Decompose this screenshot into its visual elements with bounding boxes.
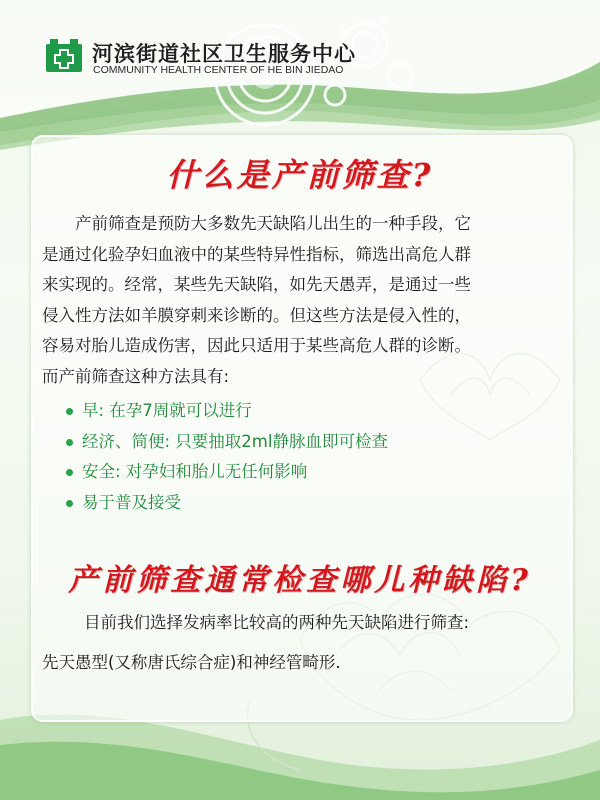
bullet-dot-icon bbox=[66, 439, 73, 446]
list-item bbox=[66, 427, 388, 458]
organization-name: 河滨街道社区卫生服务中心 bbox=[92, 42, 356, 66]
paragraph-line: 容易对胎儿造成伤害，因此只适用于某些高危人群的诊断。 bbox=[42, 336, 471, 355]
bullet-dot-icon bbox=[66, 408, 73, 415]
list-item-text: 安全: 对孕妇和胎儿无任何影响 bbox=[82, 462, 308, 481]
bullet-dot-icon bbox=[66, 500, 73, 507]
list-item-text: 易于普及接受 bbox=[82, 492, 181, 512]
paragraph-line: 先天愚型(又称唐氏综合症)和神经管畸形. bbox=[42, 653, 341, 672]
paragraph-line: 产前筛查是预防大多数先天缺陷儿出生的一种手段，它 bbox=[75, 214, 471, 233]
list-item-text: 早: 在孕7周就可以进行 bbox=[82, 401, 252, 420]
benefits-list bbox=[66, 396, 388, 518]
bullet-dot-icon bbox=[66, 469, 73, 476]
list-item bbox=[66, 396, 388, 427]
section1-title: 什么是产前筛查? bbox=[166, 156, 434, 194]
list-item bbox=[66, 457, 388, 488]
section1-paragraph bbox=[42, 209, 572, 392]
section2-paragraph bbox=[42, 608, 572, 679]
list-item-text: 经济、简便: 只要抽取2ml静脉血即可检查 bbox=[82, 431, 388, 451]
organization-name-english: COMMUNITY HEALTH CENTER OF HE BIN JIEDAO bbox=[93, 64, 344, 76]
list-item bbox=[66, 488, 388, 519]
section2-title: 产前筛查通常检查哪儿种缺陷? bbox=[68, 563, 532, 598]
paragraph-line: 侵入性方法如羊膜穿刺来诊断的。但这些方法是侵入性的， bbox=[42, 305, 471, 325]
community-health-logo-icon bbox=[44, 38, 84, 74]
paragraph-line: 来实现的。经常，某些先天缺陷，如先天愚弄，是通过一些 bbox=[42, 275, 471, 294]
paragraph-line: 而产前筛查这种方法具有: bbox=[42, 366, 230, 386]
paragraph-line: 目前我们选择发病率比较高的两种先天缺陷进行筛查: bbox=[84, 613, 470, 632]
paragraph-line: 是通过化验孕妇血液中的某些特异性指标，筛选出高危人群 bbox=[42, 244, 471, 264]
